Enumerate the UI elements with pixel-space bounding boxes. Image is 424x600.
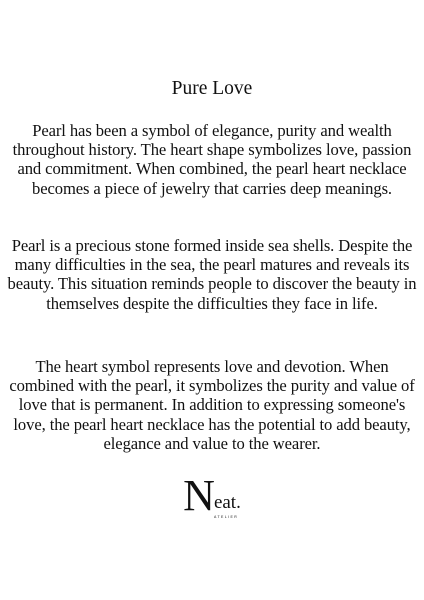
paragraph-2: Pearl is a precious stone formed inside sea shells. Despite the many difficulties in the sea, the pearl matures and reveals its beauty. This situation reminds people to discover the beauty in themselves despite the difficulties they face in life. (7, 236, 417, 313)
logo-wordmark (0, 471, 424, 528)
paragraph-3: The heart symbol represents love and devotion. When combined with the pearl, it symbolizes the purity and value of love that is permanent. In addition to expressing someone's love, the pearl heart necklace has the potential to add beauty, elegance and value to the wearer. (9, 357, 415, 453)
logo-subtitle: ATELIER (214, 515, 239, 519)
logo-rest: eat. (213, 492, 241, 513)
page-title: Pure Love (171, 78, 253, 99)
paragraph-1: Pearl has been a symbol of elegance, purity and wealth throughout history. The heart shape symbolizes love, passion and commitment. When combined, the pearl heart necklace becomes a piece of jewelry that carries deep meanings. (12, 121, 412, 198)
brand-logo (0, 471, 424, 524)
logo-initial: N (183, 471, 214, 520)
